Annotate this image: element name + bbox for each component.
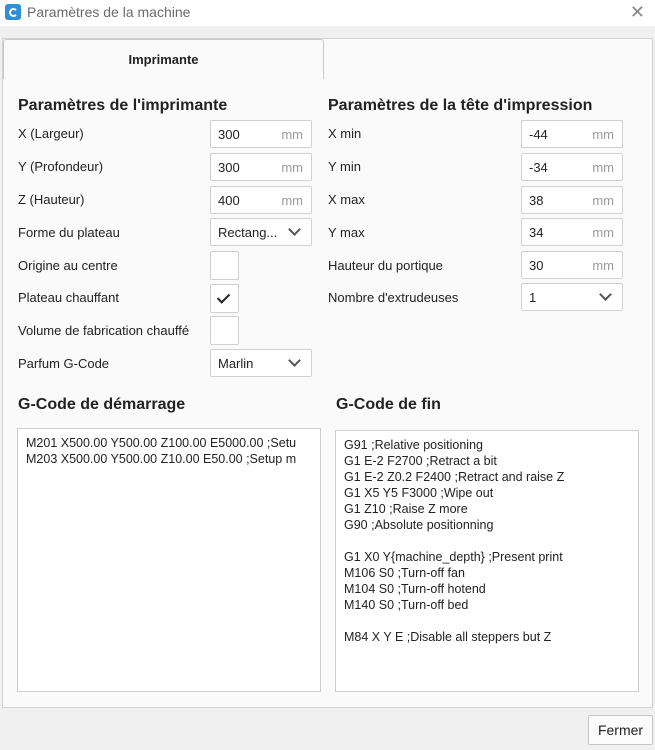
x-width-label: X (Largeur)	[18, 126, 84, 141]
z-height-unit: mm	[281, 193, 303, 208]
bed-shape-label: Forme du plateau	[18, 225, 120, 240]
code-line: M203 X500.00 Y500.00 Z10.00 E50.00 ;Setup m	[26, 452, 297, 466]
code-line: M106 S0 ;Turn-off fan	[344, 566, 465, 580]
code-line: M201 X500.00 Y500.00 Z100.00 E5000.00 ;Setu	[26, 436, 297, 450]
z-height-label: Z (Hauteur)	[18, 192, 85, 207]
code-line: G1 E-2 Z0.2 F2400 ;Retract and raise Z	[344, 470, 565, 484]
end-gcode-editor[interactable]	[335, 430, 639, 692]
x-max-unit: mm	[592, 193, 614, 208]
gcode-flavor-value: Marlin	[218, 356, 254, 371]
gantry-height-unit: mm	[592, 258, 614, 273]
gcode-flavor-select[interactable]	[210, 349, 312, 377]
code-line: G1 E-2 F2700 ;Retract a bit	[344, 454, 497, 468]
y-max-value: 34	[529, 225, 544, 240]
title-bar	[0, 0, 655, 26]
gcode-flavor-label: Parfum G-Code	[18, 356, 110, 371]
heated-bed-label: Plateau chauffant	[18, 290, 119, 305]
checkmark-icon	[217, 290, 230, 303]
code-line: G1 X5 Y5 F3000 ;Wipe out	[344, 486, 494, 500]
gantry-height-field[interactable]	[521, 251, 623, 279]
code-line: M140 S0 ;Turn-off bed	[344, 598, 469, 612]
printhead-settings-title: Paramètres de la tête d'impression	[328, 97, 593, 114]
chevron-down-icon	[289, 226, 299, 236]
z-height-value: 400	[218, 193, 240, 208]
code-line: G91 ;Relative positioning	[344, 438, 483, 452]
chevron-down-icon	[289, 357, 299, 367]
gantry-height-value: 30	[529, 258, 544, 273]
code-line	[344, 533, 630, 549]
bed-shape-select[interactable]	[210, 218, 312, 246]
y-depth-value: 300	[218, 160, 240, 175]
y-depth-field[interactable]	[210, 153, 312, 181]
window-title: Paramètres de la machine	[27, 4, 191, 20]
end-gcode-title: G-Code de fin	[336, 396, 441, 413]
y-max-label: Y max	[328, 225, 365, 240]
x-min-value: -44	[529, 127, 548, 142]
close-button[interactable]: Fermer	[588, 715, 653, 745]
code-line: M84 X Y E ;Disable all steppers but Z	[344, 630, 552, 644]
y-max-field[interactable]	[521, 218, 623, 246]
extruder-count-label: Nombre d'extrudeuses	[328, 290, 459, 305]
code-line: G1 Z10 ;Raise Z more	[344, 502, 468, 516]
extruder-count-value: 1	[529, 290, 537, 305]
x-width-field[interactable]	[210, 120, 312, 148]
x-min-label: X min	[328, 126, 362, 141]
close-icon[interactable]: ✕	[629, 2, 645, 22]
bed-shape-value: Rectang...	[218, 225, 278, 240]
z-height-field[interactable]	[210, 186, 312, 214]
code-line: G1 X0 Y{machine_depth} ;Present print	[344, 550, 563, 564]
printer-settings-title: Paramètres de l'imprimante	[18, 97, 228, 114]
start-gcode-editor[interactable]	[17, 428, 321, 692]
y-min-field[interactable]	[521, 153, 623, 181]
y-depth-label: Y (Profondeur)	[18, 159, 104, 174]
heated-volume-checkbox[interactable]	[210, 316, 239, 345]
origin-center-checkbox[interactable]	[210, 251, 239, 280]
code-line: M104 S0 ;Turn-off hotend	[344, 582, 486, 596]
y-min-unit: mm	[592, 160, 614, 175]
tab-imprimante[interactable]: Imprimante	[3, 39, 324, 79]
x-width-unit: mm	[281, 127, 303, 142]
origin-center-label: Origine au centre	[18, 258, 118, 273]
start-gcode-title: G-Code de démarrage	[18, 396, 186, 413]
heated-bed-checkbox[interactable]	[210, 284, 239, 313]
chevron-down-icon	[600, 291, 610, 301]
extruder-count-select[interactable]	[521, 283, 623, 311]
y-depth-unit: mm	[281, 160, 303, 175]
gantry-height-label: Hauteur du portique	[328, 258, 443, 273]
x-min-field[interactable]	[521, 120, 623, 148]
code-line	[344, 613, 630, 629]
x-max-value: 38	[529, 193, 544, 208]
y-min-label: Y min	[328, 159, 361, 174]
x-min-unit: mm	[592, 127, 614, 142]
cura-logo-icon	[5, 4, 21, 20]
heated-volume-label: Volume de fabrication chauffé	[18, 323, 190, 338]
code-line: G90 ;Absolute positionning	[344, 518, 494, 532]
x-max-field[interactable]	[521, 186, 623, 214]
y-min-value: -34	[529, 160, 548, 175]
y-max-unit: mm	[592, 225, 614, 240]
x-width-value: 300	[218, 127, 240, 142]
x-max-label: X max	[328, 192, 365, 207]
